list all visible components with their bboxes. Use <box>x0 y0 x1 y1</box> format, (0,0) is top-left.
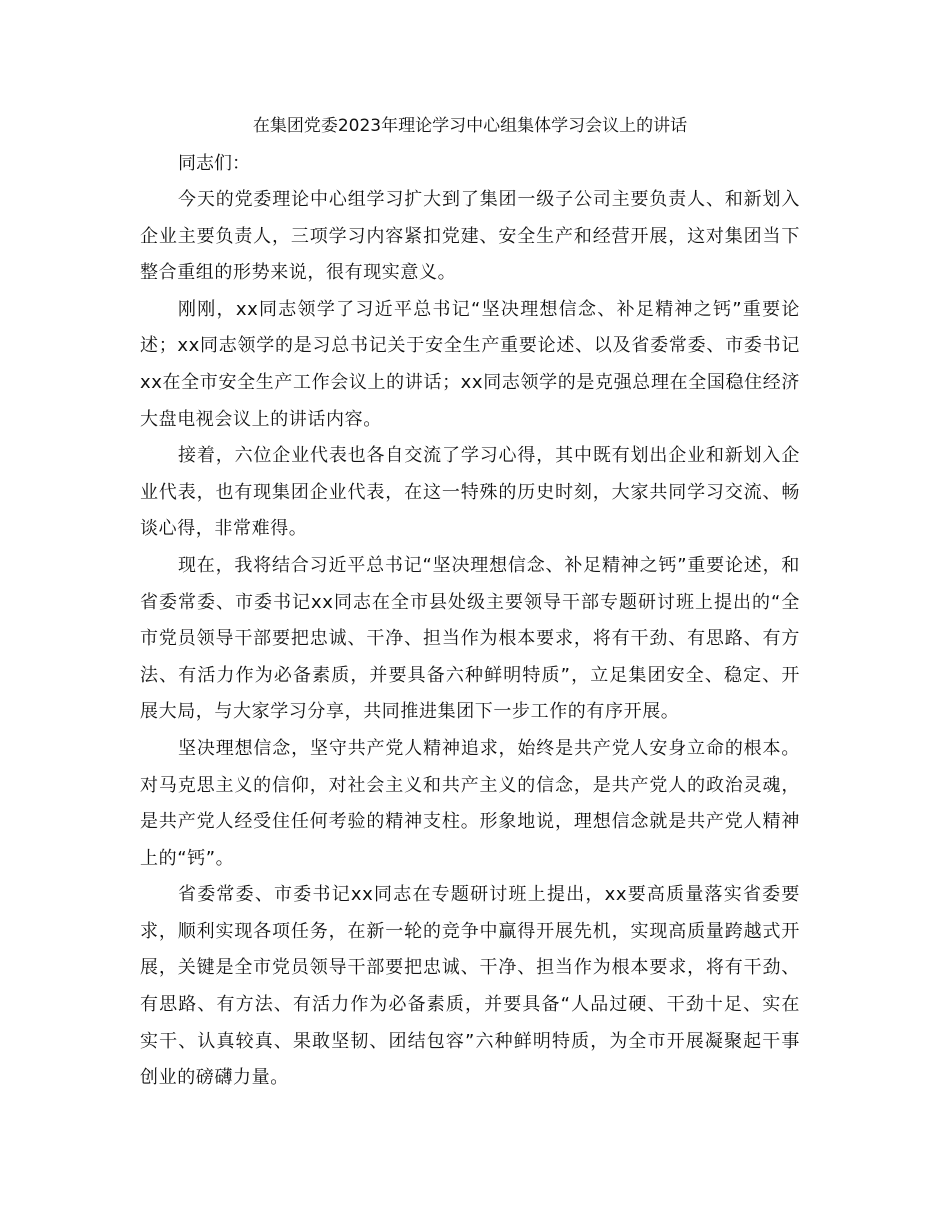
paragraph: 现在，我将结合习近平总书记“坚决理想信念、补足精神之钙”重要论述，和省委常委、市委书记xx同志在全市县处级主要领导干部专题研讨班上提出的“全市党员领导干部要把忠诚、干净、担当作为根本要求，将有干劲、有思路、有方法、有活力作为必备素质，并要具备六种鲜明特质”，立足集团安全、稳定、开展大局，与大家学习分享，共同推进集团下一步工作的有序开展。 <box>140 554 800 723</box>
salutation: 同志们： <box>178 153 250 174</box>
document-body <box>140 108 800 1097</box>
paragraph: 刚刚，xx同志领学了习近平总书记“坚决理想信念、补足精神之钙”重要论述；xx同志领学的是习总书记关于安全生产重要论述、以及省委常委、市委书记xx在全市安全生产工作会议上的讲话；xx同志领学的是克强总理在全国稳住经济大盘电视会议上的讲话内容。 <box>140 298 800 430</box>
document-title: 在集团党委2023年理论学习中心组集体学习会议上的讲话 <box>252 116 688 136</box>
paragraph: 坚决理想信念，坚守共产党人精神追求，始终是共产党人安身立命的根本。对马克思主义的信仰，对社会主义和共产主义的信念，是共产党人的政治灵魂，是共产党人经受住任何考验的精神支柱。形象地说，理想信念就是共产党人精神上的“钙”。 <box>140 737 800 869</box>
paragraph: 省委常委、市委书记xx同志在专题研讨班上提出，xx要高质量落实省委要求，顺利实现各项任务，在新一轮的竞争中赢得开展先机，实现高质量跨越式开展，关键是全市党员领导干部要把忠诚、干净、担当作为根本要求，将有干劲、有思路、有方法、有活力作为必备素质，并要具备“人品过硬、干劲十足、实在实干、认真较真、果敢坚韧、团结包容”六种鲜明特质，为全市开展凝聚起干事创业的磅礴力量。 <box>140 884 800 1089</box>
paragraph: 今天的党委理论中心组学习扩大到了集团一级子公司主要负责人、和新划入企业主要负责人，三项学习内容紧扣党建、安全生产和经营开展，这对集团当下整合重组的形势来说，很有现实意义。 <box>140 189 800 284</box>
paragraph: 接着，六位企业代表也各自交流了学习心得，其中既有划出企业和新划入企业代表，也有现集团企业代表，在这一特殊的历史时刻，大家共同学习交流、畅谈心得，非常难得。 <box>140 445 800 540</box>
